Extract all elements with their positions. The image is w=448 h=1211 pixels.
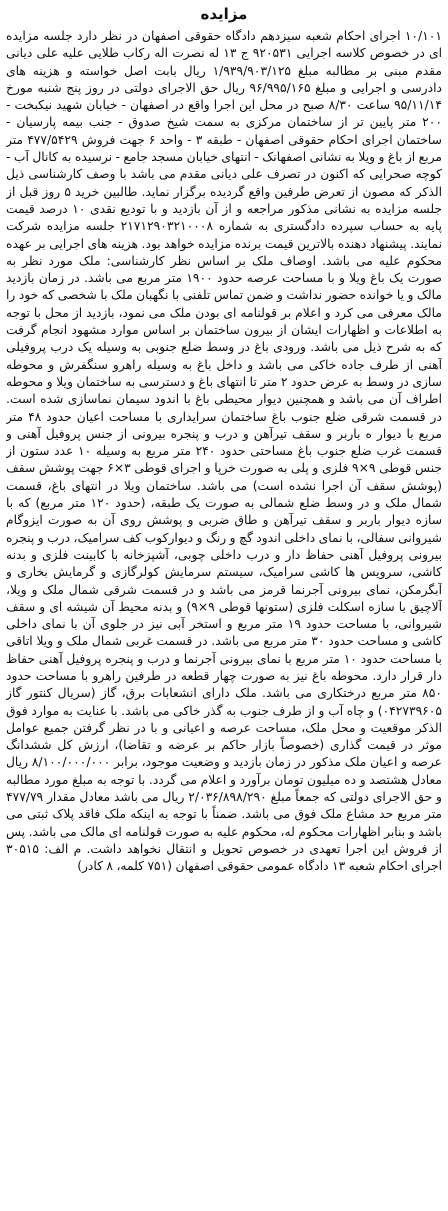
notice-paragraph: ۱۰/۱۰۱ اجرای احکام شعبه سیزدهم دادگاه حقوقی اصفهان در نظر دارد جلسه مزایده ای در خصوص کلاسه اجرایی ۹۲۰۵۳۱ ج ۱۳ له نصرت اله رکاب طلایی علیه علی دیانی مقدم مبنی بر مطالبه مبلغ ۱/۹۳۹/۹۰۳/۱۲۵ ریال بابت اصل خواسته و هزینه های دادرسی و اجرایی و مبلغ ۹۶/۹۹۵/۱۶۵ ریال حق الاجرای دولتی در روز پنج شنبه مورخ ۹۵/۱۱/۱۴ ساعت ۸/۳۰ صبح در محل این اجرا واقع در اصفهان - خیابان شهید نیکبخت - ۲۰۰ متر پایین تر از ساختمان مرکزی به سمت شیخ صدوق - جنب بیمه پارسیان - ساختمان اجرای احکام حقوقی اصفهان - طبقه ۳ - واحد ۶ جهت فروش ۴۷۷/۵۴۲۹ متر مربع از باغ و ویلا به نشانی اصفهانک - انتهای خیابان مسجد جامع - نرسیده به کانال آب - کوچه صحرایی که اکنون در تصرف علی دیانی مقدم می باشد با وصف کارشناسی ذیل الذکر که مصون از تعرض طرفین واقع گردیده برگزار نماید. طالبین خرید ۵ روز قبل از جلسه مزایده به نشانی مذکور مراجعه و از آن بازدید و با تودیع نقدی ۱۰ درصد قیمت پایه به حساب سپرده دادگستری به شماره ۲۱۷۱۲۹۰۳۲۱۰۰۰۸ جلسه مزایده شرکت نمایند. پیشنهاد دهنده بالاترین قیمت برنده مزایده خواهد بود. هزینه های اجرایی بر عهده محکوم علیه می باشد. اوصاف ملک بر اساس نظر کارشناسی: ملک مورد نظر به صورت یک باغ ویلا و با مساحت عرصه حدود ۱۹۰۰ متر مربع می باشد. در زمان بازدید مالک و یا خوانده حضور نداشت و ضمن تماس تلفنی با نگهبان ملک با شخصی که خود را مالک معرفی می کرد و اعلام بر قولنامه ای بودن ملک می نمود، بازدید از محل با توجه به اطلاعات و اظهارات ایشان از بیرون ساختمان بر اساس موارد مشهود انجام گرفت که به شرح ذیل می باشد. ورودی باغ در وسط ضلع جنوبی به وسیله یک درب پروفیلی آهنی از طرف جاده خاکی می باشد و داخل باغ به وسیله راهرو سنگفرش و محوطه سازی در وسط به عرض حدود ۲ متر تا انتهای باغ و دسترسی به ساختمان ویلا و محوطه اطراف آن می باشد و همچنین دیوار محیطی باغ با اندود سیمان نماسازی شده است. در قسمت شرقی ضلع جنوب باغ ساختمان سرایداری با مساحت اعیان حدود ۴۸ متر مربع با دیوار ه باربر و سقف تیرآهن و درب و پنجره بیرونی از جنس پروفیل آهنی و قسمت غرب ضلع جنوب باغ مساحتی حدود ۲۴۰ متر مربع به وسیله ۱۰ عدد ستون از جنس قوطی ۹×۹ فلزی و پلی به صورت خرپا و اجرای قوطی ۳×۶ جهت پوشش سقف (پوشش سقف آن اجرا نشده است) می باشد. ساختمان ویلا در انتهای باغ، قسمت شمال ملک و در وسط ضلع شمالی به صورت یک طبقه، (حدود ۱۲۰ متر مربع) که با سازه دیوار باربر و سقف تیرآهن و طاق ضربی و پوشش روی آن به صورت ایزوگام شیروانی سفالی، با نمای داخلی اندود گچ و رنگ و دیوارکوب کف سرامیک، درب و پنجره بیرونی پروفیل آهنی حفاظ دار و درب داخلی چوبی، آشپزخانه با کابینت فلزی و بدنه کاشی، سرویس ها کاشی سرامیک، سیستم سرمایش کولرگازی و گرمایش بخاری و آبگرمکن، نمای بیرونی آجرنما قرمز می باشد و در قسمت شرقی شمال ملک و ویلا، آلاچیق با سازه اسکلت فلزی (ستونها قوطی ۹×۹) و بدنه محیط آن شیشه ای و سقف شیروانی، با مساحت حدود ۱۹ متر مربع و استخر آبی نیز در جلوی آن با نمای داخلی کاشی و مساحت حدود ۳۰ متر مربع می باشد. در قسمت غربی شمال ملک و ویلا اتاقی با مساحت حدود ۱۰ متر مربع با نمای بیرونی آجرنما و درب و پنجره پروفیل آهنی حفاظ دار قرار دارد. محوطه باغ نیز به صورت چهار قطعه در طرفین راهرو با مساحت حدود ۸۵۰ متر مربع درختکاری می باشد. ملک دارای انشعابات برق، گاز (سریال کنتور گاز ۰۴۲۷۳۹۶۰۵) و چاه آب و از طرف جنوب به گذر خاکی می باشد. با عنایت به موارد فوق الذکر موقعیت و محل ملک، مساحت عرصه و اعیانی و با در نظر گرفتن جمیع عوامل موثر در قیمت گذاری (خصوصاً بازار حاکم بر عرضه و تقاضا)، ارزش کل ششدانگ عرصه و اعیان ملک مذکور در زمان بازدید و وضعیت موجود، برابر ۸/۱۰۰/۰۰۰/۰۰۰ ریال معادل هشتصد و ده میلیون تومان برآورد و اعلام می گردد. با توجه به مبلغ مورد مطالبه و حق الاجرای دولتی که جمعاً مبلغ ۲/۰۳۶/۸۹۸/۲۹۰ ریال می باشد معادل مقدار ۴۷۷/۷۹ متر مربع حد مشاع ملک فوق می باشد. ضمناً با توجه به اینکه ملک فاقد پلاک ثبتی می باشد و بنابر اظهارات محکوم له، محکوم علیه به صورت قولنامه ای مالک می باشد. پس از فروش این اجرا تعهدی در خصوص تحویل و انتقال نخواهد داشت. م الف: ۳۰۵۱۵ اجرای احکام شعبه ۱۳ دادگاه عمومی حقوقی اصفهان (۷۵۱ کلمه، ۸ کادر) bbox=[6, 29, 442, 874]
notice-body bbox=[6, 28, 442, 876]
notice-page bbox=[6, 4, 442, 1207]
notice-title: مزایده bbox=[200, 5, 248, 23]
